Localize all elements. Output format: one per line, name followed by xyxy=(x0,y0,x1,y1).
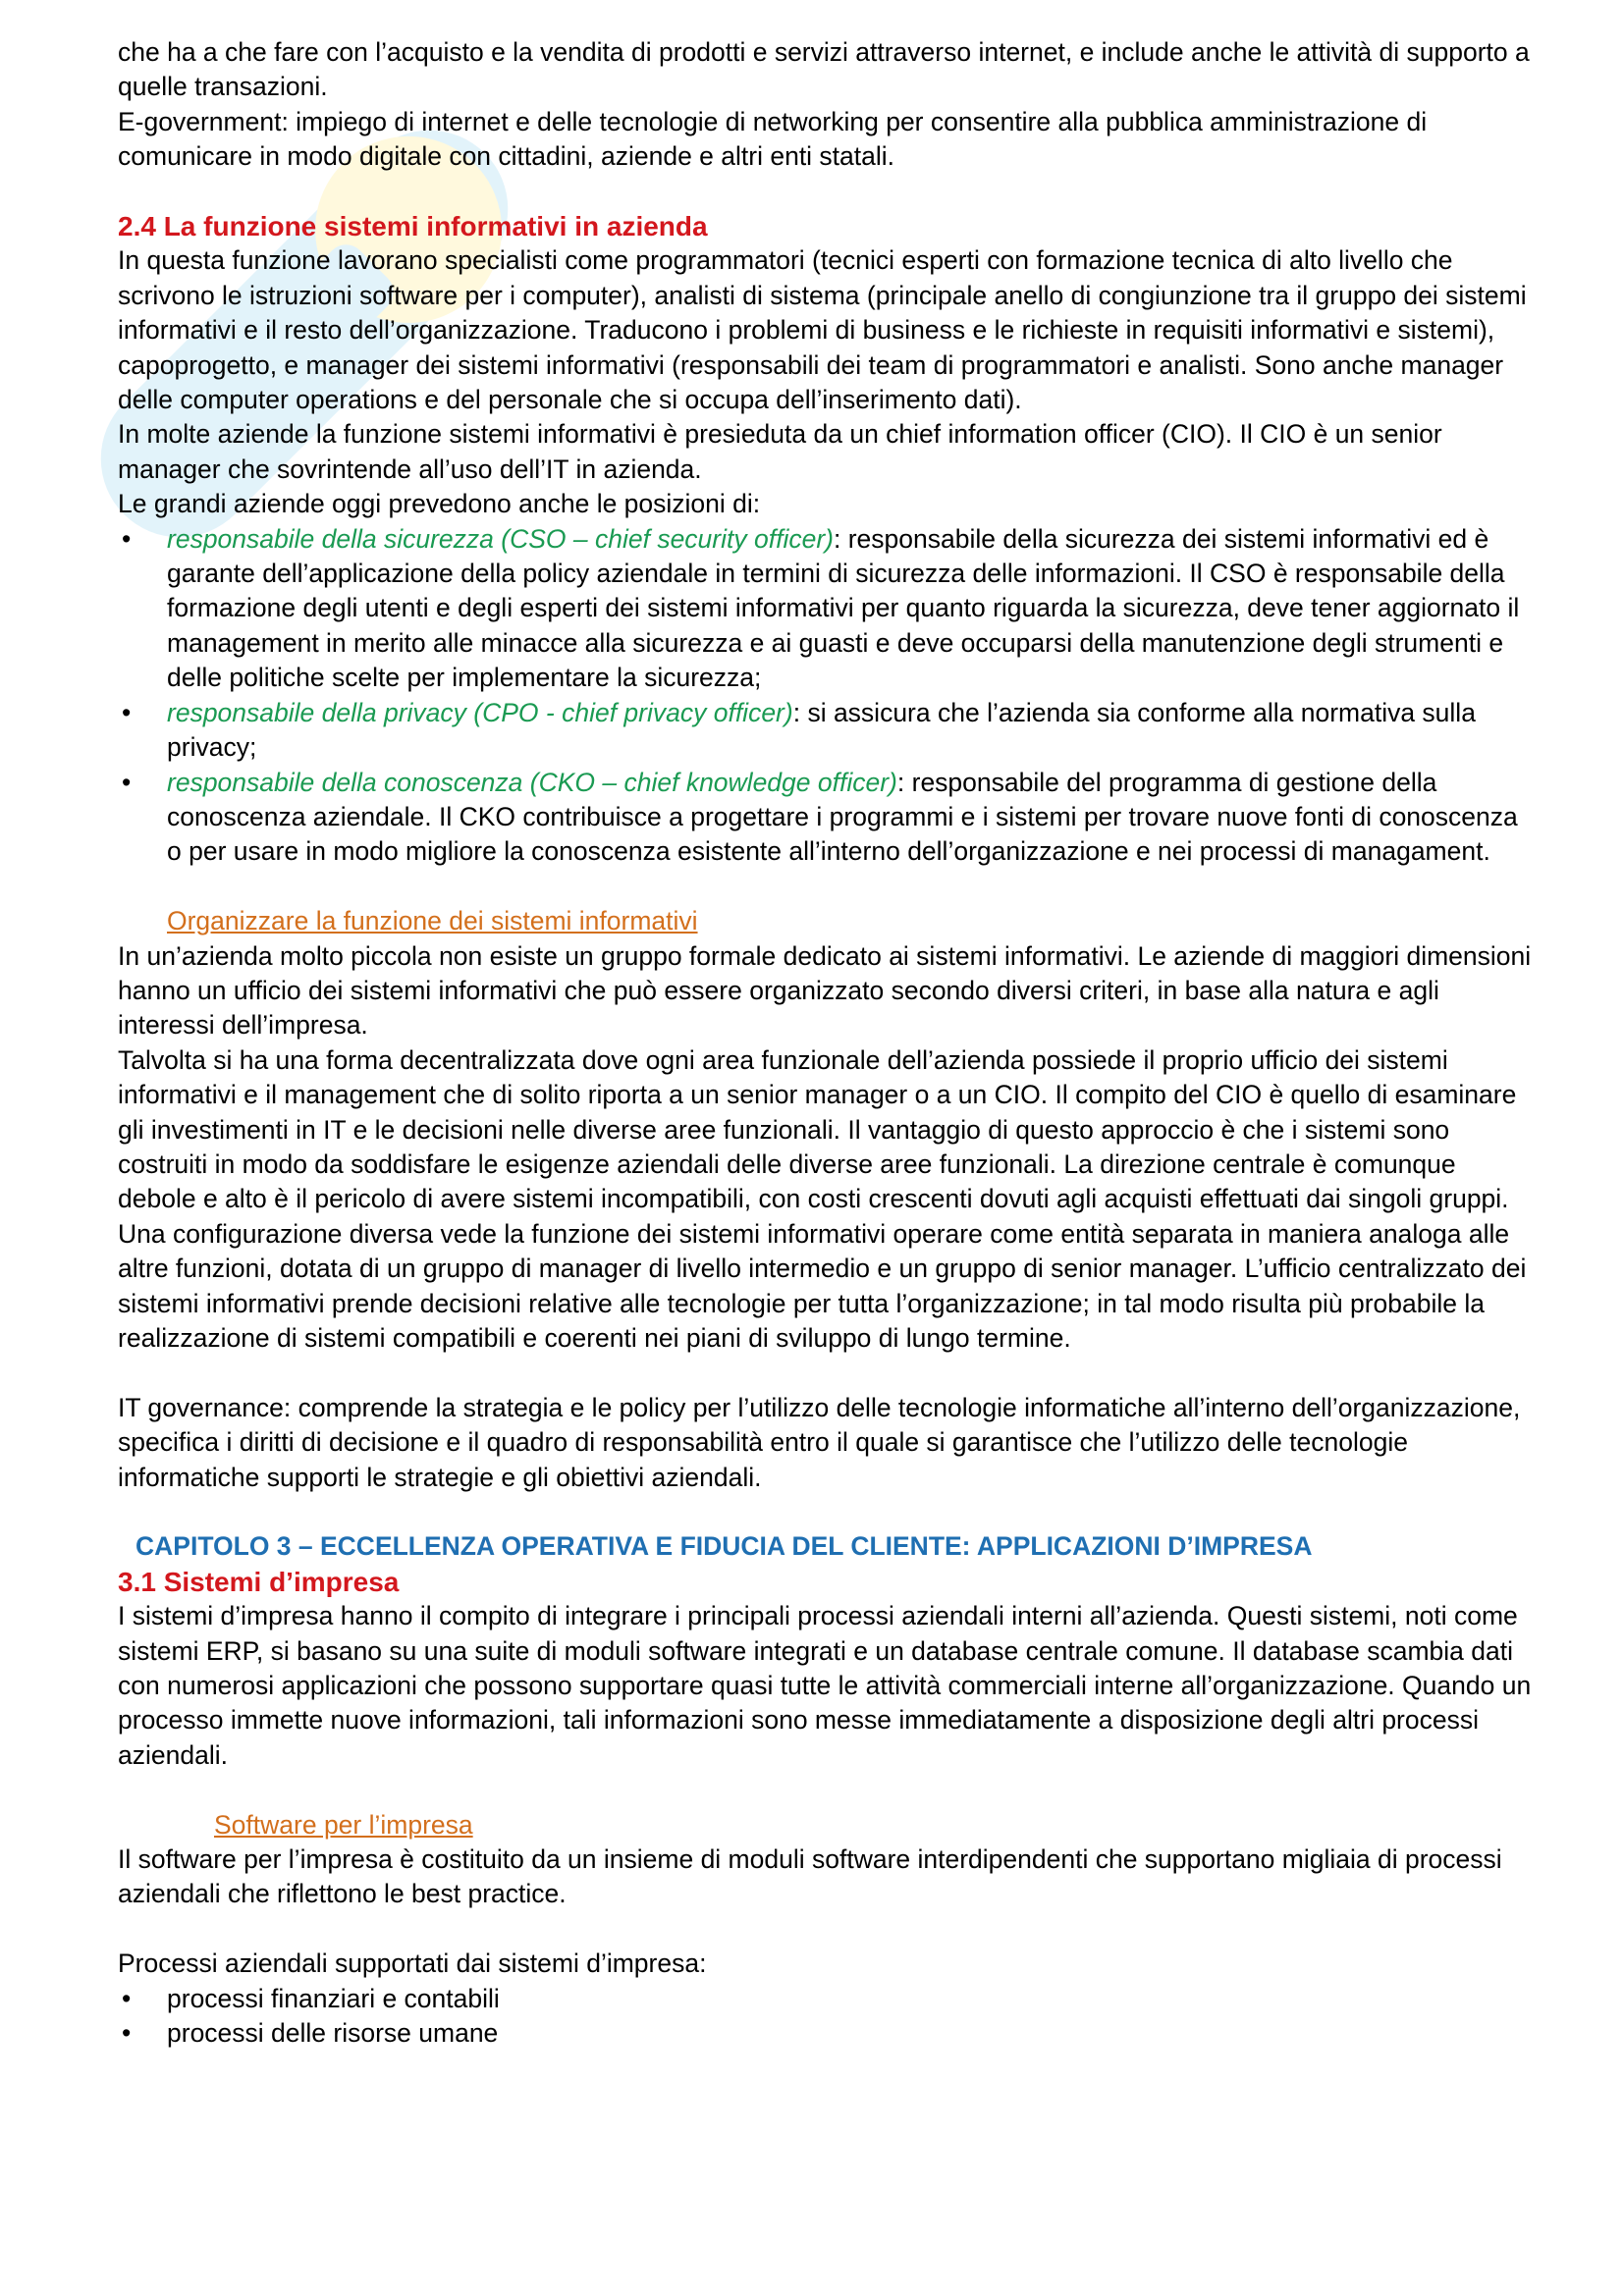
list-item xyxy=(118,2016,1532,2051)
organize-paragraph-2: Talvolta si ha una forma decentralizzata dove ogni area funzionale dell’azienda possiede il proprio ufficio dei sistemi informativi e il management che di solito riporta a un senior manager o a un CIO. Il compito del CIO è quello di esaminare gli investimenti in IT e le decisioni nelle diverse aree funzionali. Il vantaggio di questo approccio è che i sistemi sono costruiti in modo da soddisfare le esigenze aziendali delle diverse aree funzionali. La direzione centrale è comunque debole e alto è il pericolo di avere sistemi incompatibili, con costi crescenti dovuti agli acquisti effettuati dai singoli gruppi. xyxy=(118,1044,1517,1214)
list-item xyxy=(118,696,1532,766)
organize-paragraph-1: In un’azienda molto piccola non esiste un gruppo formale dedicato ai sistemi informativi. Le aziende di maggiori dimensioni hanno un ufficio dei sistemi informativi che può essere organizzato secondo diversi criteri, in base alla natura e agli interessi dell’impresa. xyxy=(118,940,1532,1041)
software-paragraph: Il software per l’impresa è costituito da un insieme di moduli software interdipendenti che supportano migliaia di processi aziendali che riflettono le best practice. xyxy=(118,1844,1502,1909)
section-3-1-paragraph: I sistemi d’impresa hanno il compito di integrare i principali processi aziendali interni all’azienda. Questi sistemi, noti come sistemi ERP, si basano su una suite di moduli software integrati e un database centrale comune. Il database scambia dati con numerosi applicazioni che possono supportare quasi tutte le attività commerciali interne all’organizzazione. Quando un processo immette nuove informazioni, tali informazioni sono messe immediatamente a disposizione degli altri processi aziendali. xyxy=(118,1601,1532,1770)
bullet-icon: • xyxy=(122,767,132,797)
organize-subheading: Organizzare la funzione dei sistemi informativi xyxy=(167,906,698,936)
it-governance-paragraph: IT governance: comprende la strategia e le policy per l’utilizzo delle tecnologie informatiche all’interno dell’organizzazione, specifica i diritti di decisione e il quadro di responsabilità entro il quale si garantisce che l’utilizzo delle tecnologie informatiche supporti le strategie e gli obiettivi aziendali. xyxy=(118,1392,1521,1492)
list-item xyxy=(118,766,1532,870)
bullet-icon: • xyxy=(122,697,132,727)
bullet-icon: • xyxy=(122,523,132,554)
egovernment-paragraph: E-government: impiego di internet e delle tecnologie di networking per consentire alla pubblica amministrazione di comunicare in modo digitale con cittadini, aziende e altri enti statali. xyxy=(118,106,1428,172)
document-page xyxy=(118,35,1532,2051)
list-item-text: processi delle risorse umane xyxy=(167,2018,499,2049)
chapter-3-heading: CAPITOLO 3 – ECCELLENZA OPERATIVA E FIDUCIA DEL CLIENTE: APPLICAZIONI D’IMPRESA xyxy=(135,1531,1313,1562)
list-item-term: responsabile della privacy (CPO - chief privacy officer) xyxy=(167,697,793,727)
processes-list xyxy=(118,1982,1532,2052)
processes-intro: Processi aziendali supportati dai sistemi d’impresa: xyxy=(118,1949,707,1979)
section-2-4-paragraph-3: Le grandi aziende oggi prevedono anche le posizioni di: xyxy=(118,489,761,519)
section-2-4-paragraph-2: In molte aziende la funzione sistemi informativi è presieduta da un chief information officer (CIO). Il CIO è un senior manager che sovrintende all’uso dell’IT in azienda. xyxy=(118,419,1442,484)
bullet-icon: • xyxy=(122,2018,132,2049)
list-item xyxy=(118,522,1532,696)
list-item-description: : responsabile del programma di gestione della conoscenza aziendale. Il CKO contribuisce a progettare i programmi e i sistemi per trovare nuove fonti di conoscenza o per usare in modo migliore la conoscenza esistente all’interno dell’organizzazione e nei processi di managament. xyxy=(167,767,1518,867)
positions-list xyxy=(118,522,1532,870)
section-2-4-paragraph-1: In questa funzione lavorano specialisti come programmatori (tecnici esperti con formazione tecnica di alto livello che scrivono le istruzioni software per i computer), analisti di sistema (principale anello di congiunzione tra il gruppo dei sistemi informativi e il resto dell’organizzazione. Traducono i problemi di business e le richieste in requisiti informativi e sistemi), capoprogetto, e manager dei sistemi informativi (responsabili dei team di programmatori e analisti. Sono anche manager delle computer operations e del personale che si occupa dell’inserimento dati). xyxy=(118,245,1527,415)
software-subheading: Software per l’impresa xyxy=(214,1809,473,1840)
list-item-text: processi finanziari e contabili xyxy=(167,1983,500,2013)
ecommerce-paragraph-continued: che ha a che fare con l’acquisto e la vendita di prodotti e servizi attraverso internet, e include anche le attività di supporto a quelle transazioni. xyxy=(118,37,1530,102)
list-item-term: responsabile della sicurezza (CSO – chief security officer) xyxy=(167,523,834,554)
section-2-4-heading: 2.4 La funzione sistemi informativi in azienda xyxy=(118,211,708,242)
organize-paragraph-3: Una configurazione diversa vede la funzione dei sistemi informativi operare come entità separata in maniera analoga alle altre funzioni, dotata di un gruppo di manager di livello intermedio e un gruppo di senior manager. L’ufficio centralizzato dei sistemi informativi prende decisioni relative alle tecnologie per tutta l’organizzazione; in tal modo risulta più probabile la realizzazione di sistemi compatibili e coerenti nei piani di sviluppo di lungo termine. xyxy=(118,1218,1527,1353)
bullet-icon: • xyxy=(122,1983,132,2013)
section-3-1-heading: 3.1 Sistemi d’impresa xyxy=(118,1566,400,1597)
list-item xyxy=(118,1982,1532,2016)
list-item-term: responsabile della conoscenza (CKO – chief knowledge officer) xyxy=(167,767,897,797)
list-item-description: : si assicura che l’azienda sia conforme alla normativa sulla privacy; xyxy=(167,697,1476,763)
list-item-description: : responsabile della sicurezza dei sistemi informativi ed è garante dell’applicazione della policy aziendale in termini di sicurezza delle informazioni. Il CSO è responsabile della formazione degli utenti e degli esperti dei sistemi informativi per quanto riguarda la sicurezza, deve tener aggiornato il management in merito alle minacce alla sicurezza e ai guasti e deve occuparsi della manutenzione degli strumenti e delle politiche scelte per implementare la sicurezza; xyxy=(167,523,1520,693)
